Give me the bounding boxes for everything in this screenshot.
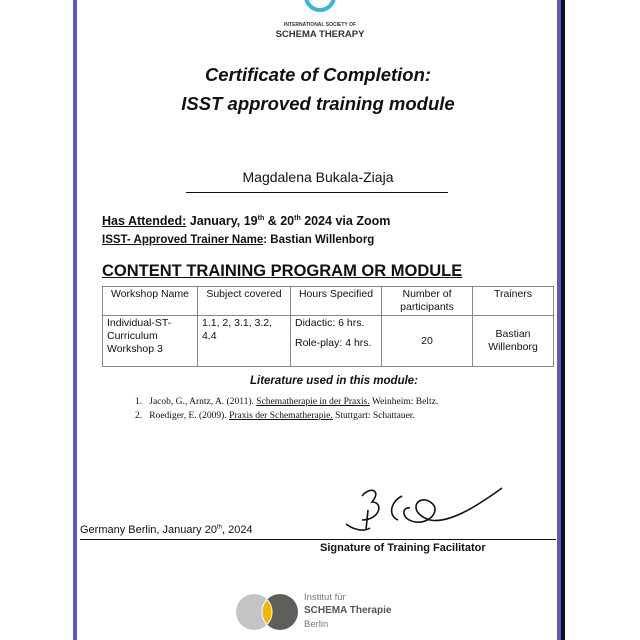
attended-line [102, 214, 390, 228]
institute-line2: SCHEMA Therapie [304, 605, 392, 616]
ref-num: 2. [135, 411, 143, 421]
attended-label: Has Attended: [102, 214, 187, 228]
col-header: Trainers [473, 287, 554, 316]
ref-publisher: Stuttgart: Schattauer. [332, 411, 415, 421]
handwritten-signature [340, 484, 510, 540]
sup: th [294, 214, 301, 222]
isst-logo-line1: INTERNATIONAL SOCIETY OF [284, 22, 356, 28]
institute-logo [236, 592, 396, 636]
date-text: Germany Berlin, January 20 [80, 524, 217, 536]
date-year: , 2024 [221, 524, 253, 536]
col-header: Subject covered [198, 287, 291, 316]
cell-trainers: Bastian Willenborg [473, 316, 554, 367]
ref-authors: Roediger, E. (2009). [149, 411, 230, 421]
overlapping-circles-icon [236, 592, 300, 632]
sup: th [257, 214, 265, 222]
table-row [103, 316, 554, 367]
cell-hours [291, 316, 382, 367]
certificate-title: Certificate of Completion: [204, 64, 432, 85]
signature-caption: Signature of Training Facilitator [320, 542, 486, 554]
isst-ring-icon [300, 0, 340, 16]
recipient-name: Magdalena Bukala-Ziaja [242, 169, 394, 185]
border-left [73, 0, 77, 640]
col-header: Hours Specified [291, 287, 382, 316]
attended-date2: & 20 [264, 214, 295, 228]
trainer-line [102, 234, 374, 246]
signature-line [80, 539, 556, 540]
sup: th [216, 524, 222, 531]
attended-via: 2024 via Zoom [300, 214, 391, 228]
cell-workshop: Individual-ST-Curriculum Workshop 3 [103, 316, 198, 367]
cell-subjects: 1.1, 2, 3.1, 3.2, 4.4 [198, 316, 291, 367]
trainer-name: : Bastian Willenborg [263, 234, 375, 246]
certificate-subtitle: ISST approved training module [181, 93, 455, 114]
name-underline [186, 192, 448, 193]
hours-roleplay: Role-play: 4 hrs. [295, 337, 372, 349]
trainer-label: ISST- Approved Trainer Name [102, 234, 264, 246]
col-header: Number of participants [382, 287, 473, 316]
ref-book: Schematherapie in der Praxis. [256, 397, 370, 407]
section-heading: CONTENT TRAINING PROGRAM OR MODULE [102, 262, 463, 280]
table-header-row [103, 287, 554, 316]
hours-didactic: Didactic: 6 hrs. [295, 317, 365, 329]
issue-date [80, 524, 253, 536]
attended-date: January, 19 [186, 214, 258, 228]
ref-publisher: Weinheim: Beltz. [369, 397, 439, 407]
literature-item [135, 397, 438, 407]
isst-logo [270, 0, 370, 44]
border-right-shadow [561, 0, 565, 640]
literature-title: Literature used in this module: [249, 375, 419, 387]
cell-participants: 20 [382, 316, 473, 367]
literature-item [135, 411, 415, 421]
training-table [102, 286, 554, 367]
isst-logo-line2: SCHEMA THERAPY [275, 29, 365, 40]
ref-authors: Jacob, G., Arntz, A. (2011). [149, 397, 257, 407]
ref-num: 1. [135, 397, 143, 407]
ref-book: Praxis der Schematherapie. [229, 411, 333, 421]
institute-line3: Berlin [304, 619, 329, 630]
institute-line1: Institut für [304, 592, 346, 603]
col-header: Workshop Name [103, 287, 198, 316]
